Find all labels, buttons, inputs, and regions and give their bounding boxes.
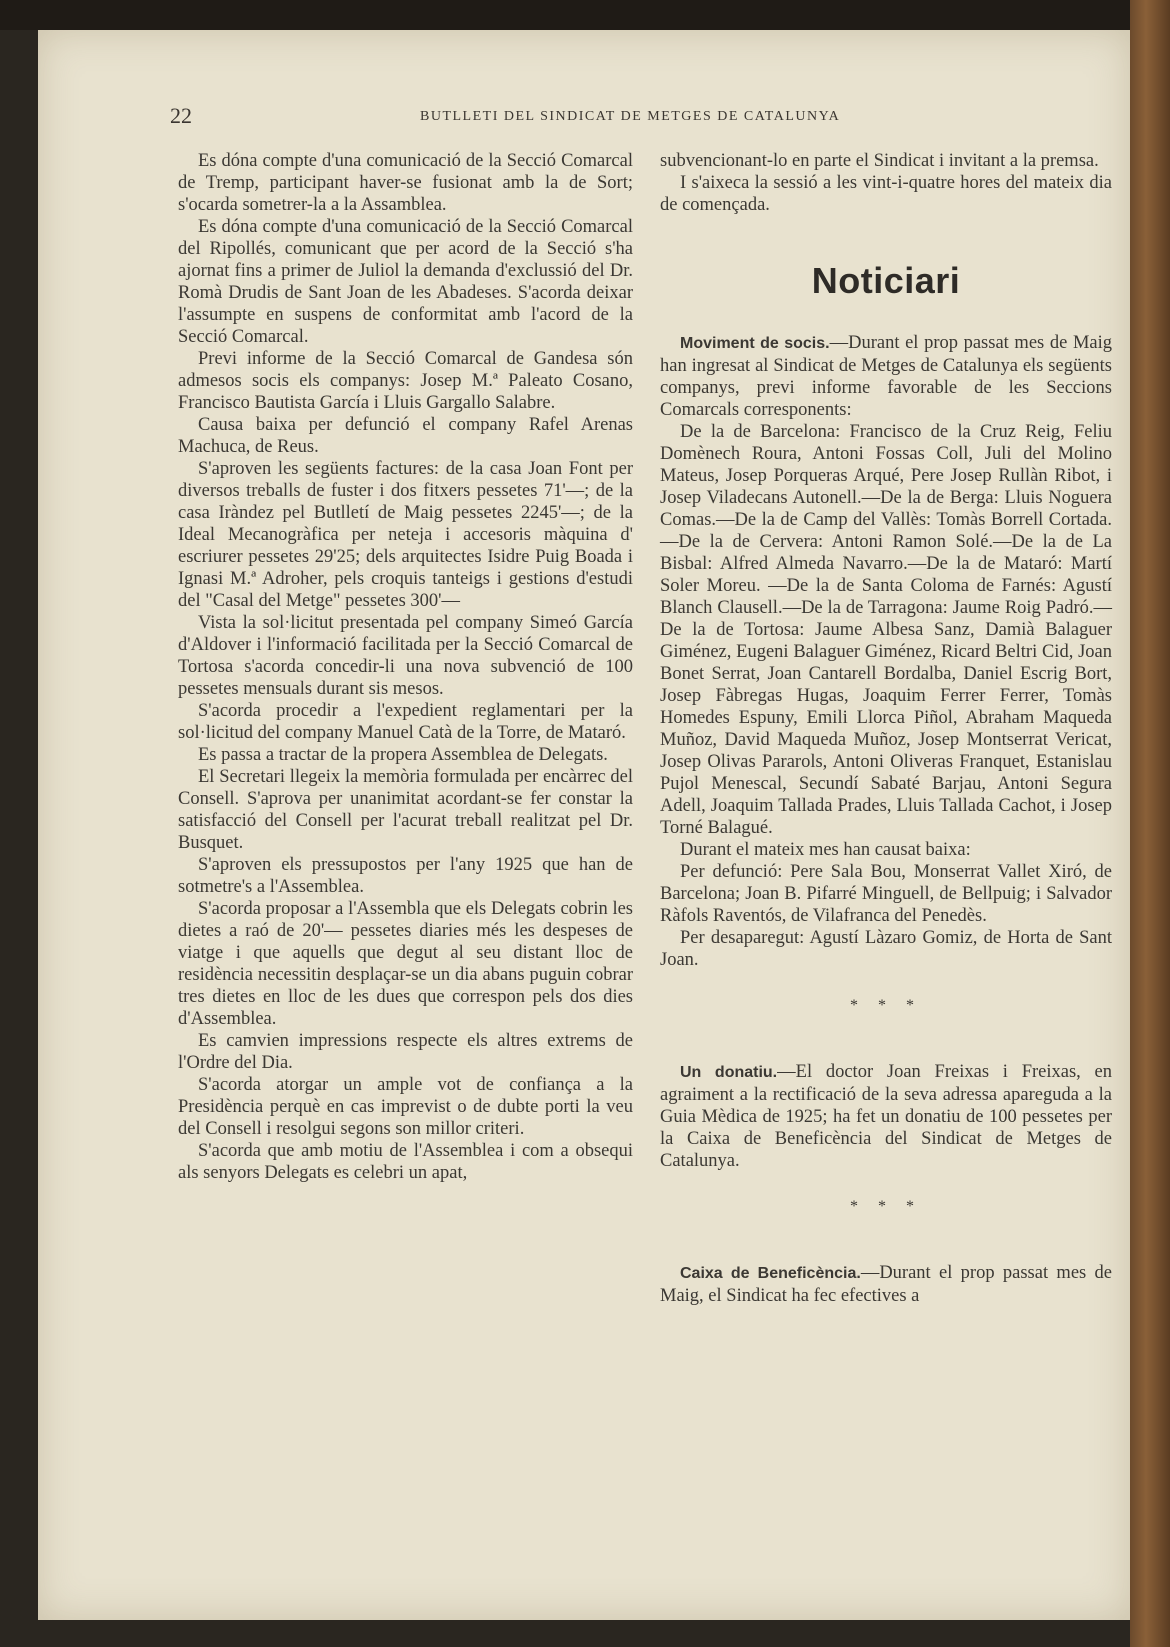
page-header: [170, 103, 1040, 133]
paragraph: Es passa a tractar de la propera Assemblea de Delegats.: [198, 745, 608, 765]
paragraph: Per desaparegut: Agustí Làzaro Gomiz, de Horta de Sant Joan.: [660, 928, 1112, 970]
left-column: [178, 150, 633, 1184]
paragraph: Durant el mateix mes han causat baixa:: [680, 840, 971, 860]
news-lead: Moviment de socis.: [680, 335, 830, 352]
paragraph: S'acorda procedir a l'expedient reglamentari per la sol·licitud del company Manuel Catà de la Torre, de Mataró.: [178, 701, 633, 743]
paragraph: De la de Barcelona: Francisco de la Cruz Reig, Feliu Domènech Roura, Antoni Fossas Coll, Juli del Molino Mateus, Josep Porqueras Arqué, Pere Josep Rullàn Ribot, i Josep Viladecans Autonell.—De la de Berga: Lluis Noguera Comas.—De la de Camp del Vallès: Tomàs Borrell Cortada.—De la de Cervera: Antoni Ramon Solé.—De la de La Bisbal: Alfred Almeda Navarro.—De la de Mataró: Martí Soler Moreu. —De la de Santa Coloma de Farnés: Agustí Blanch Clausell.—De la de Tarragona: Jaume Roig Padró.—De la de Tortosa: Jaume Albesa Sanz, Damià Balaguer Giménez, Eugeni Balaguer Giménez, Ricard Beltri Cid, Joan Bonet Serrat, Joan Cantarell Bordalba, Daniel Escrig Bort, Josep Fàbregas Hugas, Joaquim Ferrer Ferrer, Tomàs Homedes Espuny, Emili Llorca Piñol, Abraham Maqueda Muñoz, David Maqueda Muñoz, Josep Montserrat Vericat, Josep Olivas Pararols, Antoni Oliveras Franquet, Estanislau Pujol Menescal, Secundí Sabaté Barjau, Antoni Segura Adell, Joaquim Tallada Prades, Lluis Tallada Cachot, i Josep Torné Balagué.: [660, 422, 1112, 838]
paragraph: Causa baixa per defunció el company Rafel Arenas Machuca, de Reus.: [178, 415, 633, 457]
news-item-caixa: [660, 1262, 1112, 1307]
separator-stars: * * *: [850, 997, 922, 1014]
paragraph: Es dóna compte d'una comunicació de la Secció Comarcal del Ripollés, comunicant que per acord de la Secció s'ha ajornat fins a primer de Juliol la demanda d'exclussió del Dr. Romà Drudis de Sant Joan de les Abadeses. S'acorda deixar l'assumpte en suspens de conformitat amb l'acord de la Secció Comarcal.: [178, 217, 633, 347]
book-spine: [1130, 0, 1170, 1647]
separator-stars: * * *: [850, 1198, 922, 1215]
right-column: [660, 150, 1112, 1307]
paragraph: S'aproven els pressupostos per l'any 1925 que han de sotmetre's a l'Assemblea.: [178, 855, 633, 897]
news-item-donatiu: [660, 1061, 1112, 1172]
paragraph: Es dóna compte d'una comunicació de la Secció Comarcal de Tremp, participant haver-se fusionat amb la de Sort; s'ocarda sometrer-la a la Assamblea.: [178, 151, 633, 215]
paragraph: S'acorda proposar a l'Assembla que els Delegats cobrin les dietes a raó de 20'— pessetes diaries més les despeses de viatge i que aquells que degut al seu distant lloc de residència necessitin desplaçar-se un dia abans puguin cobrar tres dietes en lloc de les dues que correspon pels dos dies d'Assemblea.: [178, 899, 633, 1029]
running-head: BUTLLETI DEL SINDICAT DE METGES DE CATALUNYA: [420, 109, 841, 124]
paragraph: Previ informe de la Secció Comarcal de Gandesa són admesos socis els companys: Josep M.ª Paleato Cosano, Francisco Bautista García i Lluis Gargallo Salabre.: [178, 349, 633, 413]
news-item-moviment: [660, 332, 1112, 421]
paragraph: Per defunció: Pere Sala Bou, Monserrat Vallet Xiró, de Barcelona; Joan B. Pifarré Minguell, de Bellpuig; i Salvador Ràfols Raventós, de Vilafranca del Penedès.: [660, 862, 1112, 926]
news-lead: Caixa de Beneficència.: [680, 1265, 861, 1282]
paragraph: S'acorda que amb motiu de l'Assemblea i com a obsequi als senyors Delegats es celebri un apat,: [178, 1141, 633, 1183]
news-text: —Durant el prop passat mes de Maig, el Sindicat ha fec efectives a: [660, 1263, 1113, 1306]
paragraph: Es camvien impressions respecte els altres extrems de l'Ordre del Dia.: [178, 1031, 633, 1073]
page-number: 22: [170, 103, 192, 128]
paragraph: S'acorda atorgar un ample vot de confiança a la Presidència perquè en cas imprevist o de dubte porti la veu del Consell i resolgui segons son millor criteri.: [178, 1075, 633, 1139]
scan-top-edge: [0, 0, 1170, 30]
paragraph: I s'aixeca la sessió a les vint-i-quatre hores del mateix dia de començada.: [660, 173, 1112, 215]
news-text: —El doctor Joan Freixas i Freixas, en agraiment a la rectificació de la seva adressa apareguda a la Guia Mèdica de 1925; ha fet un donatiu de 100 pessetes per la Caixa de Beneficència del Sindicat de Metges de Catalunya.: [660, 1062, 1113, 1171]
news-lead: Un donatiu.: [680, 1064, 778, 1081]
paragraph: S'aproven les següents factures: de la casa Joan Font per diversos treballs de fuster i dos fitxers pessetes 71'—; de la casa Iràndez pel Butlletí de Maig pessetes 2245'—; de la Ideal Mecanogràfica per neteja i accesoris màquina d' escriurer pessetes 29'25; dels arquitectes Isidre Puig Boada i Ignasi M.ª Adroher, pels croquis tanteigs i gestions d'estudi del "Casal del Metge" pessetes 300'—: [178, 459, 633, 611]
paragraph: Vista la sol·licitut presentada pel company Simeó García d'Aldover i l'informació facilitada per la Secció Comarcal de Tortosa s'acorda concedir-li una nova subvenció de 100 pessetes mensuals durant sis mesos.: [178, 613, 633, 699]
paragraph: subvencionant-lo en parte el Sindicat i invitant a la premsa.: [660, 151, 1099, 171]
news-text: —Durant el prop passat mes de Maig han ingresat al Sindicat de Metges de Catalunya els següents companys, previ informe favorable de les Seccions Comarcals corresponents:: [660, 333, 1112, 420]
paragraph: El Secretari llegeix la memòria formulada per encàrrec del Consell. S'aprova per unanimitat acordant-se fer constar la satisfacció del Consell per l'acurat treball realitzat pel Dr. Busquet.: [178, 767, 633, 853]
section-title: Noticiari: [811, 260, 961, 301]
